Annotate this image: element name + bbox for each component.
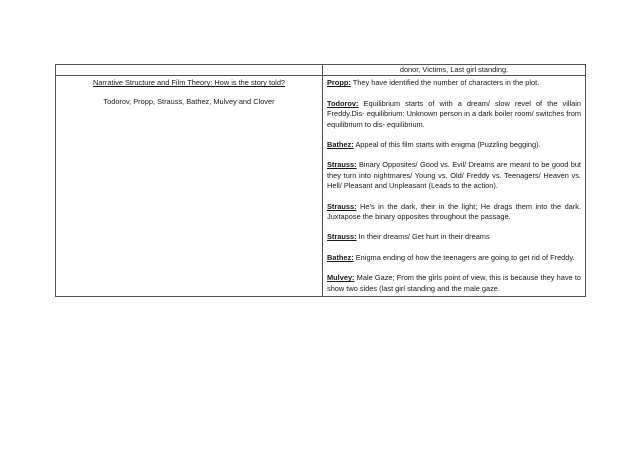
- note-paragraph: [327, 232, 581, 242]
- note-paragraph: [327, 140, 581, 150]
- note-text: Enigma ending of how the teenagers are going to get rid of Freddy.: [353, 252, 575, 262]
- top-right-cell: donor, Victims, Last girl standing.: [323, 65, 586, 76]
- theorist-label: Bathez:: [327, 252, 354, 262]
- theorist-label: Todorov:: [327, 98, 359, 108]
- note-paragraph: [327, 78, 581, 88]
- theorist-label: Bathez:: [327, 140, 354, 150]
- theorist-label: Strauss:: [327, 160, 357, 170]
- top-left-cell: [56, 65, 323, 76]
- theorist-label: Mulvey:: [327, 273, 355, 283]
- note-paragraph: [327, 202, 581, 223]
- theorist-label: Strauss:: [327, 201, 357, 211]
- note-paragraph: [327, 160, 581, 191]
- theorists-list: Todorov, Propp, Strauss, Bathez, Mulvey and Clover: [103, 96, 275, 106]
- note-text: He’s in the dark, their in the light; He drags them into the dark. Juxtapose the binary opposites throughout the passage.: [327, 201, 581, 222]
- theory-heading-cell: [56, 76, 323, 297]
- note-text: They have identified the number of characters in the plot.: [350, 78, 540, 88]
- note-text: Equilibrium starts of with a dream/ slow revel of the villain Freddy.Dis- equilibrium: Unknown person in a dark boiler room/ switches from equilibrium to dis- equilibrium.: [327, 98, 581, 129]
- note-text: Male Gaze; From the girls point of view, this is because they have to show two sides (last girl standing and the male gaze.: [327, 273, 581, 293]
- section-title: Narrative Structure and Film Theory: How is the story told?: [92, 78, 286, 88]
- table-row: [56, 76, 586, 297]
- note-paragraph: [327, 99, 581, 130]
- note-text: In their dreams/ Get hurt in their dreams: [356, 232, 490, 242]
- notes-cell: [323, 76, 586, 297]
- theorist-label: Propp:: [327, 78, 351, 88]
- note-paragraph: [327, 253, 581, 263]
- note-text: Binary Opposites/ Good vs. Evil/ Dreams are meant to be good but they turn into nightmares/ Young vs. Old/ Freddy vs. Teenagers/ Heaven vs. Hell/ Pleasant and Unpleasant (Leads to the action).: [327, 160, 581, 191]
- theorist-label: Strauss:: [327, 232, 357, 242]
- analysis-table: [55, 64, 586, 297]
- table-row: [56, 65, 586, 76]
- note-paragraph: [327, 273, 581, 294]
- note-text: Appeal of this film starts with enigma (Puzzling begging).: [353, 140, 541, 150]
